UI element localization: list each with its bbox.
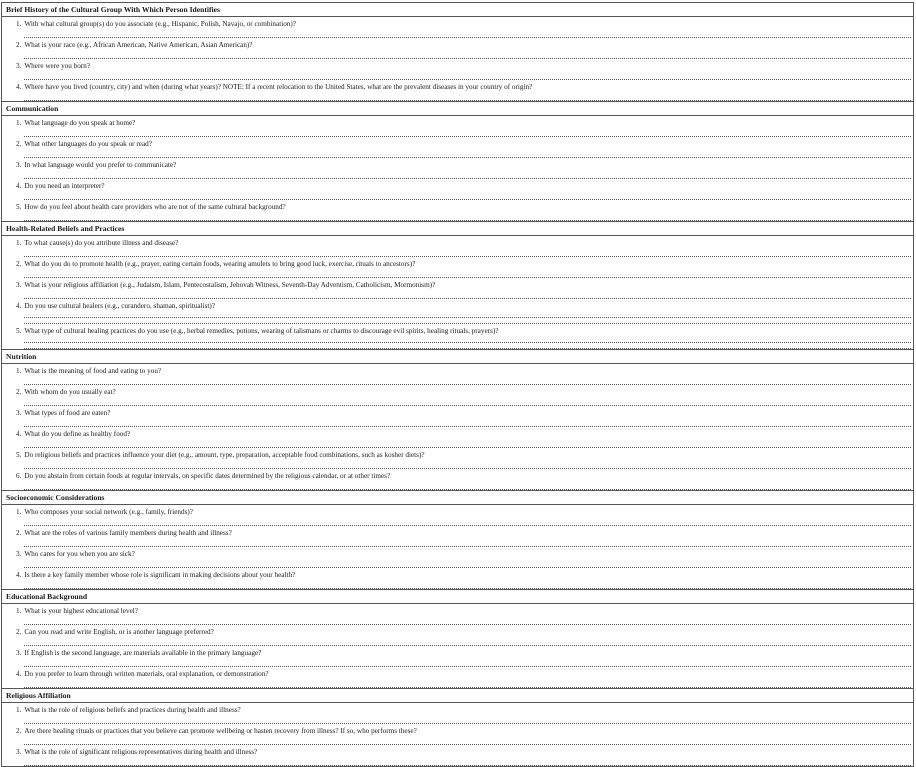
answer-line[interactable]: [24, 397, 911, 406]
answer-line[interactable]: [24, 637, 911, 646]
question-number: 3.: [16, 748, 22, 756]
section-education: [2, 590, 913, 689]
question-number: 2.: [16, 41, 22, 49]
section-nutrition: [2, 350, 913, 491]
question-text: With whom do you usually eat?: [24, 388, 116, 396]
question-text: Do you use cultural healers (e.g., curandero, shaman, spiritualist)?: [24, 302, 215, 310]
question: [2, 526, 913, 538]
question-text: What do you do to promote health (e.g., prayer, eating certain foods, wearing amulets to bring good luck, exercise, rituals to ancestors)?: [24, 260, 416, 268]
question-text: What do you define as healthy food?: [24, 430, 131, 438]
answer-line[interactable]: [24, 376, 911, 385]
answer-line[interactable]: [24, 29, 911, 38]
question: [2, 236, 913, 248]
question: [2, 427, 913, 439]
question: [2, 505, 913, 517]
section-title: Communication: [2, 102, 913, 116]
answer-line[interactable]: [24, 269, 911, 278]
question-text: Who cares for you when you are sick?: [24, 550, 135, 558]
question: [2, 116, 913, 128]
question: [2, 17, 913, 29]
question-number: 2.: [16, 727, 22, 735]
section-title: Nutrition: [2, 350, 913, 364]
question: [2, 59, 913, 71]
question: [2, 745, 913, 757]
question-text: To what cause(s) do you attribute illness and disease?: [24, 239, 179, 247]
answer-line[interactable]: [24, 128, 911, 137]
question-number: 2.: [16, 529, 22, 537]
question-number: 4.: [16, 670, 22, 678]
question: [2, 299, 913, 311]
question-text: What type of cultural healing practices do you use (e.g., herbal remedies, potions, wearing of talismans or charms to discourage evil spirits, healing rituals, prayers)?: [24, 327, 499, 335]
question-text: What is your race (e.g., African American, Native American, Asian American)?: [24, 41, 253, 49]
question-number: 1.: [16, 607, 22, 615]
question-text: Do you need an interpreter?: [24, 182, 105, 190]
question: [2, 448, 913, 460]
question-text: Do you prefer to learn through written materials, oral explanation, or demonstration?: [24, 670, 269, 678]
question-number: 3.: [16, 409, 22, 417]
section-socioeconomic: [2, 491, 913, 590]
section-communication: [2, 102, 913, 222]
answer-line[interactable]: [24, 517, 911, 526]
question: [2, 667, 913, 679]
question: [2, 278, 913, 290]
question-text: What language do you speak at home?: [24, 119, 136, 127]
question-number: 6.: [16, 472, 22, 480]
question: [2, 724, 913, 736]
answer-line[interactable]: [24, 460, 911, 469]
question-number: 5.: [16, 451, 22, 459]
question-number: 2.: [16, 388, 22, 396]
section-title: Brief History of the Cultural Group With Which Person Identifies: [2, 3, 913, 17]
question-number: 2.: [16, 260, 22, 268]
question-number: 1.: [16, 20, 22, 28]
question-text: If English is the second language, are materials available in the primary language?: [24, 649, 262, 657]
question-number: 4.: [16, 430, 22, 438]
question: [2, 158, 913, 170]
section-title: Religious Affiliation: [2, 689, 913, 703]
answer-line[interactable]: [24, 170, 911, 179]
section-cultural-group: [2, 3, 913, 102]
section-health-beliefs: [2, 222, 913, 350]
answer-line[interactable]: [24, 50, 911, 59]
question: [2, 406, 913, 418]
question-number: 1.: [16, 239, 22, 247]
answer-line[interactable]: [24, 149, 911, 158]
question-text: Where have you lived (country, city) and when (during what years)? NOTE: If a recent relocation to the United States, what are the prevalent diseases in your country of origin?: [24, 83, 533, 91]
question-text: What is the meaning of food and eating to you?: [24, 367, 162, 375]
answer-line[interactable]: [24, 71, 911, 80]
question-text: In what language would you prefer to communicate?: [24, 161, 177, 169]
question-text: Are there healing rituals or practices that you believe can promote wellbeing or hasten recovery from illness? If so, who performs these?: [24, 727, 417, 735]
answer-line[interactable]: [24, 559, 911, 568]
question-number: 4.: [16, 182, 22, 190]
question: [2, 604, 913, 616]
answer-line[interactable]: [24, 248, 911, 257]
question-text: Is there a key family member whose role is significant in making decisions about your health?: [24, 571, 296, 579]
question-number: 2.: [16, 628, 22, 636]
question-text: What is the role of significant religious representatives during health and illness?: [24, 748, 258, 756]
question-text: What is your religious affiliation (e.g., Judaism, Islam, Pentecostalism, Jehovah Witness, Seventh-Day Adventism, Catholicism, Mormonism)?: [24, 281, 436, 289]
question: [2, 625, 913, 637]
question-number: 1.: [16, 119, 22, 127]
question-number: 1.: [16, 367, 22, 375]
answer-line[interactable]: [24, 212, 911, 221]
answer-line[interactable]: [24, 736, 911, 745]
question-text: Do religious beliefs and practices influence your diet (e.g., amount, type, preparation, acceptable food combinations, such as kosher diets)?: [24, 451, 425, 459]
question-number: 4.: [16, 571, 22, 579]
question: [2, 703, 913, 715]
section-religion: [2, 689, 913, 767]
question-number: 4.: [16, 302, 22, 310]
section-title: Educational Background: [2, 590, 913, 604]
question: [2, 38, 913, 50]
question-text: Who composes your social network (e.g., family, friends)?: [24, 508, 193, 516]
answer-line[interactable]: [24, 290, 911, 299]
answer-line[interactable]: [24, 439, 911, 448]
answer-line[interactable]: [24, 191, 911, 200]
question-text: What types of food are eaten?: [24, 409, 111, 417]
question-text: Do you abstain from certain foods at regular intervals, on specific dates determined by the religious calendar, or at other times?: [24, 472, 391, 480]
question-text: How do you feel about health care providers who are not of the same cultural background?: [24, 203, 286, 211]
section-title: Health-Related Beliefs and Practices: [2, 222, 913, 236]
answer-line[interactable]: [24, 481, 911, 490]
question: [2, 385, 913, 397]
question-number: 1.: [16, 706, 22, 714]
question-number: 3.: [16, 161, 22, 169]
question: [2, 200, 913, 212]
answer-line[interactable]: [24, 658, 911, 667]
answer-line[interactable]: [24, 336, 911, 349]
question: [2, 137, 913, 149]
question: [2, 80, 913, 92]
answer-line[interactable]: [24, 311, 911, 324]
question-number: 3.: [16, 649, 22, 657]
question: [2, 646, 913, 658]
answer-line[interactable]: [24, 616, 911, 625]
question-number: 3.: [16, 550, 22, 558]
answer-line[interactable]: [24, 92, 911, 101]
section-title: Socioeconomic Considerations: [2, 491, 913, 505]
question: [2, 324, 913, 336]
question-text: What are the roles of various family members during health and illness?: [24, 529, 232, 537]
question-text: Where were you born?: [24, 62, 91, 70]
question-number: 2.: [16, 140, 22, 148]
question-number: 3.: [16, 62, 22, 70]
question-number: 1.: [16, 508, 22, 516]
question: [2, 568, 913, 580]
answer-line[interactable]: [24, 580, 911, 589]
question-text: With what cultural group(s) do you associate (e.g., Hispanic, Polish, Navajo, or combination)?: [24, 20, 296, 28]
cultural-assessment-form: [1, 2, 914, 767]
question-text: What is the role of religious beliefs and practices during health and illness?: [24, 706, 241, 714]
question: [2, 179, 913, 191]
question: [2, 257, 913, 269]
question: [2, 547, 913, 559]
question-number: 5.: [16, 327, 22, 335]
question-text: Can you read and write English, or is another language preferred?: [24, 628, 214, 636]
question: [2, 469, 913, 481]
answer-line[interactable]: [24, 418, 911, 427]
answer-line[interactable]: [24, 715, 911, 724]
question-number: 3.: [16, 281, 22, 289]
answer-line[interactable]: [24, 538, 911, 547]
question-number: 4.: [16, 83, 22, 91]
question-number: 5.: [16, 203, 22, 211]
answer-line[interactable]: [24, 679, 911, 688]
question-text: What is your highest educational level?: [24, 607, 138, 615]
question: [2, 364, 913, 376]
question-text: What other languages do you speak or read?: [24, 140, 152, 148]
